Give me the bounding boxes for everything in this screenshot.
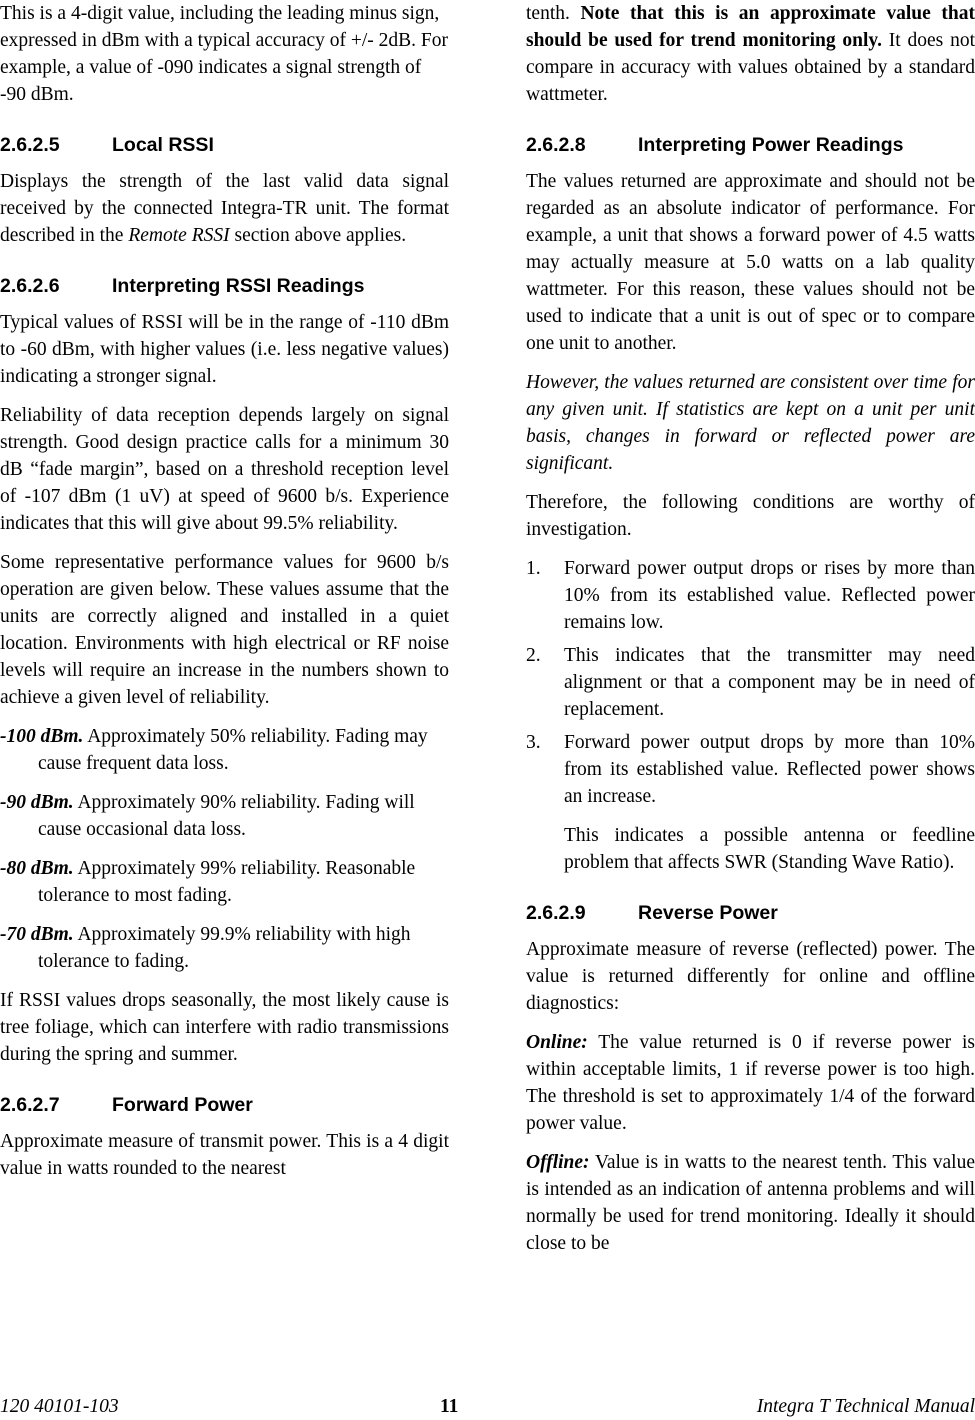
online-desc: The value returned is 0 if reverse power is within acceptable limits, 1 if reverse power is too high. The threshold is set to approximately 1/4 of the forward power value. [526,1032,975,1134]
value-term: -100 dBm. [0,726,84,747]
value-term: -70 dBm. [0,924,74,945]
text-run: section above applies. [229,225,407,246]
list-text: Forward power output drops by more than 10% from its established value. Reflected power shows an increase. [564,732,975,807]
section-heading-interpreting-rssi [0,273,449,299]
list-number: 2. [526,645,541,666]
intro-paragraph: This is a 4-digit value, including the leading minus sign, expressed in dBm with a typical accuracy of +/- 2dB. For example, a value of -090 indicates a signal strength of -90 dBm. [0,3,449,105]
list-text: This indicates that the transmitter may need alignment or that a component may be in need of replacement. [564,645,975,720]
value-desc: Approximately 99.9% reliability with high tolerance to fading. [38,924,411,972]
section-number: 2.6.2.6 [0,275,60,297]
value-desc: Approximately 90% reliability. Fading will cause occasional data loss. [38,792,415,840]
value-item [0,921,449,975]
manual-title: Integra T Technical Manual [756,1396,975,1417]
approximate-note: Note that this is an approximate value that should be used for trend monitoring only. [526,3,975,51]
consistency-paragraph [526,369,975,477]
offline-paragraph [526,1149,975,1257]
list-item [526,555,975,636]
conditions-list [526,555,975,810]
reliability-paragraph: Reliability of data reception depends largely on signal strength. Good design practice calls for a minimum 30 dB “fade margin”, based on a threshold reception level of -107 dBm (1 uV) at speed of 9600 b/s. Experience indicates that this will give about 99.5% reliability. [0,405,449,534]
section-number: 2.6.2.7 [0,1094,60,1116]
text-run: tenth. [526,3,581,24]
value-term: -90 dBm. [0,792,74,813]
remote-rssi-reference: Remote RSSI [128,225,230,246]
list-number: 1. [526,558,541,579]
section-title: Local RSSI [112,134,214,156]
conditions-paragraph: Therefore, the following conditions are worthy of investigation. [526,492,975,540]
section-number: 2.6.2.9 [526,902,586,924]
value-item [0,855,449,909]
section-heading-interpreting-power [526,132,975,158]
section-number: 2.6.2.8 [526,134,586,156]
forward-power-paragraph: Approximate measure of transmit power. This is a 4 digit value in watts rounded to the nearest [0,1131,449,1179]
list-number: 3. [526,732,541,753]
value-desc: Approximately 50% reliability. Fading may cause frequent data loss. [38,726,428,774]
section-title: Interpreting Power Readings [638,134,904,156]
list-item [526,642,975,723]
value-item [0,789,449,843]
section-heading-forward-power [0,1092,449,1118]
text-run: It does not compare in accuracy with values obtained by a standard wattmeter. [526,30,975,105]
performance-values-paragraph: Some representative performance values for 9600 b/s operation are given below. These values assume that the units are correctly aligned and installed in a quiet location. Environments with high electrical or RF noise levels will require an increase in the numbers shown to achieve a given level of reliability. [0,552,449,708]
list-text: Forward power output drops or rises by more than 10% from its established value. Reflected power remains low. [564,558,975,633]
online-term: Online: [526,1032,588,1053]
local-rssi-paragraph [0,168,449,249]
section-title: Forward Power [112,1094,253,1116]
value-term: -80 dBm. [0,858,74,879]
section-number: 2.6.2.5 [0,134,60,156]
power-approximate-paragraph: The values returned are approximate and should not be regarded as an absolute indicator of performance. For example, a unit that shows a forward power of 4.5 watts may actually measure at 5.0 watts on a lab quality wattmeter. For this reason, these values should not be used to indicate that a unit is out of spec or to compare one unit to another. [526,171,975,354]
value-item [0,723,449,777]
seasonal-paragraph: If RSSI values drops seasonally, the most likely cause is tree foliage, which can interfere with radio transmissions during the spring and summer. [0,990,449,1065]
consistency-text: However, the values returned are consistent over time for any given unit. If statistics are kept on a unit per unit basis, changes in forward or reflected power are significant. [526,372,975,474]
reverse-power-paragraph: Approximate measure of reverse (reflected) power. The value is returned differently for online and offline diagnostics: [526,939,975,1014]
text-run: Displays the strength of the last valid data signal received by the connected Integra-TR unit. The format described in the [0,171,449,246]
section-heading-reverse-power [526,900,975,926]
section-heading-local-rssi [0,132,449,158]
offline-term: Offline: [526,1152,590,1173]
swr-note: This indicates a possible antenna or feedline problem that affects SWR (Standing Wave Ratio). [564,825,975,873]
offline-desc: Value is in watts to the nearest tenth. This value is intended as an indication of antenna problems and will normally be used for trend monitoring. Ideally it should close to be [526,1152,975,1254]
left-column [0,0,449,1194]
forward-power-continued [526,0,975,108]
rssi-range-paragraph: Typical values of RSSI will be in the range of -110 dBm to -60 dBm, with higher values (i.e. less negative values) indicating a stronger signal. [0,312,449,387]
document-number: 120 40101-103 [0,1396,119,1417]
online-paragraph [526,1029,975,1137]
value-desc: Approximately 99% reliability. Reasonable tolerance to most fading. [38,858,416,906]
page-number: 11 [440,1396,459,1417]
right-column [526,0,975,1269]
list-item [526,729,975,810]
section-title: Reverse Power [638,902,778,924]
section-title: Interpreting RSSI Readings [112,275,365,297]
